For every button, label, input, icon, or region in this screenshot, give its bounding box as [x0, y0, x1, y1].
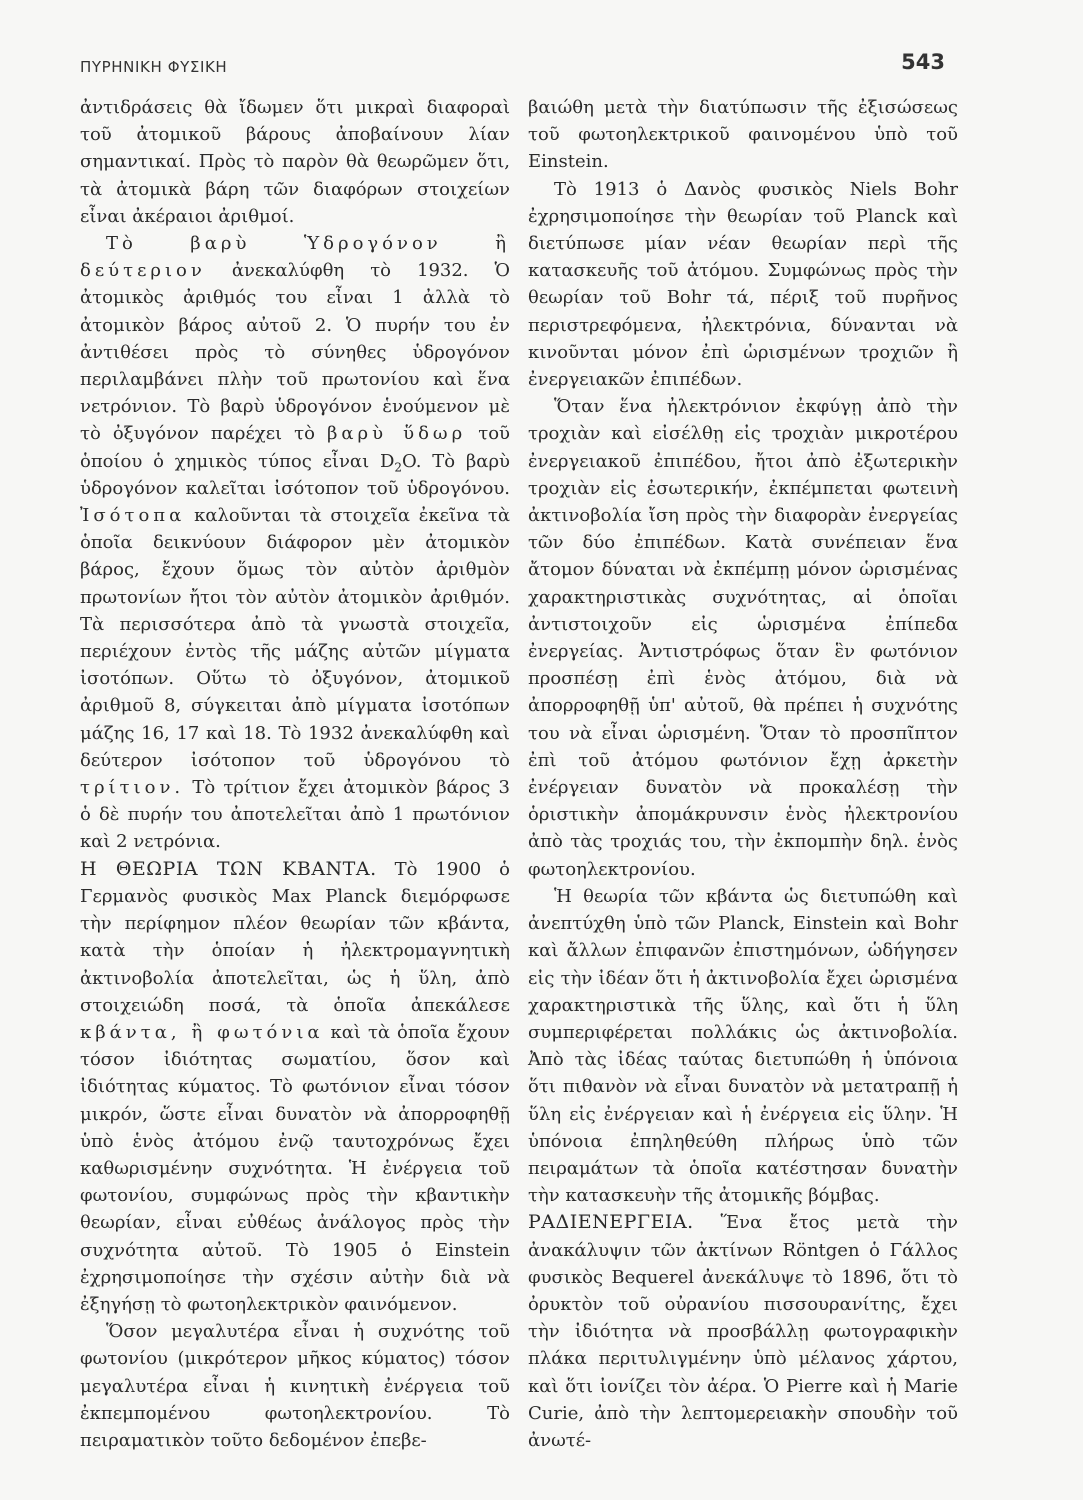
- running-title: ΠΥΡΗΝΙΚΗ ΦΥΣΙΚΗ: [80, 58, 228, 76]
- term-heavy-hydrogen: Τὸ βαρὺ Ὑδρογόνον ἢ δεύτεριον: [80, 233, 510, 282]
- paragraph-isotope-weights: ἀντιδράσεις θὰ ἴδωμεν ὅτι μικραὶ διαφοραὶ τοῦ ἀτομικοῦ βάρους ἀποβαίνουν λίαν σημαντικαί. Πρὸς τὸ παρὸν θὰ θεωρῶμεν ὅτι, τὰ ἀτομικὰ βάρη τῶν διαφόρων στοιχείων εἶναι ἀκέραιοι ἀριθμοί.: [80, 97, 510, 227]
- right-column: [528, 94, 958, 1454]
- paragraph-einstein-confirmation: βαιώθη μετὰ τὴν διατύπωσιν τῆς ἐξισώσεως τοῦ φωτοηλεκτρικοῦ φαινομένου ὑπὸ τοῦ Einstein.: [528, 97, 958, 173]
- section-quantum-theory: Η ΘΕΩΡΙΑ ΤΩΝ ΚΒΑΝΤΑ. Τὸ 1900 ὁ Γερμανὸς φυσικὸς Max Planck διεμόρφωσε τὴν περίφημον πλέον θεωρίαν τῶν κβάντα, κατὰ τὴν ὁποίαν ἡ ἠλεκτρομαγνητικὴ ἀκτινοβολία ἀποτελεῖται, ὡς ἡ ὕλη, ἀπὸ στοιχειώδη ποσά, τὰ ὁποῖα ἀπεκάλεσε κβάντα, ἢ φωτόνια καὶ τὰ ὁποῖα ἔχουν τόσον ἰδιότητας σωματίου, ὅσον καὶ ἰδιότητας κύματος. Τὸ φωτόνιον εἶναι τόσον μικρόν, ὥστε εἶναι δυνατὸν νὰ ἀπορροφηθῇ ὑπὸ ἑνὸς ἀτόμου ἐνῷ ταυτοχρόνως ἔχει καθωρισμένην συχνότητα. Ἡ ἐνέργεια τοῦ φωτονίου, συμφώνως πρὸς τὴν κβαντικὴν θεωρίαν, εἶναι εὐθέως ἀνάλογος πρὸς τὴν συχνότητα αὐτοῦ. Τὸ 1905 ὁ Einstein ἐχρησιμοποίησε τὴν σχέσιν αὐτὴν διὰ νὰ ἐξηγήσῃ τὸ φωτοηλεκτρικὸν φαινόμενον.: [80, 857, 510, 1315]
- term-tritium: τρίτιον.: [80, 777, 185, 799]
- paragraph-photon-frequency: Ὅσον μεγαλυτέρα εἶναι ἡ συχνότης τοῦ φωτονίου (μικρότερον μῆκος κύματος) τόσον μεγαλυτέρα εἶναι ἡ κινητικὴ ἐνέργεια τοῦ ἐκπεμπομένου φωτοηλεκτρονίου. Τὸ πειραματικὸν τοῦτο δεδομένον ἐπεβε-: [80, 1321, 510, 1451]
- paragraph-electron-transitions: Ὅταν ἕνα ἠλεκτρόνιον ἐκφύγῃ ἀπὸ τὴν τροχιὰν καὶ εἰσέλθῃ εἰς τροχιὰν μικροτέρου ἐνεργειακοῦ ἐπιπέδου, ἤτοι ἀπὸ ἐξωτερικὴν τροχιὰν εἰς ἐσωτερικήν, ἐκπέμπεται φωτεινὴ ἀκτινοβολία ἴση πρὸς τὴν διαφορὰν ἐνεργείας τῶν δύο ἐπιπέδων. Κατὰ συνέπειαν ἕνα ἄτομον δύναται νὰ ἐκπέμπῃ μόνον ὡρισμένας χαρακτηριστικὰς συχνότητας, αἱ ὁποῖαι ἀντιστοιχοῦν εἰς ὡρισμένα ἐπίπεδα ἐνεργείας. Ἀντιστρόφως ὅταν ἓν φωτόνιον προσπέσῃ ἐπὶ ἑνὸς ἀτόμου, διὰ νὰ ἀπορροφηθῇ ὑπ' αὐτοῦ, θὰ πρέπει ἡ συχνότης του νὰ εἶναι ὡρισμένη. Ὅταν τὸ προσπῖπτον ἐπὶ τοῦ ἀτόμου φωτόνιον ἔχῃ ἀρκετὴν ἐνέργειαν δυνατὸν νὰ προκαλέσῃ τὴν ὁριστικὴν ἀπομάκρυνσιν ἑνὸς ἠλεκτρονίου ἀπὸ τὰς τροχιάς του, τὴν ἐκπομπὴν δηλ. ἑνὸς φωτοηλεκτρονίου.: [528, 396, 958, 880]
- section-heading-quantum: Η ΘΕΩΡΙΑ ΤΩΝ ΚΒΑΝΤΑ.: [80, 857, 377, 880]
- term-quanta-photons: κβάντα, ἢ φωτόνια: [80, 1021, 324, 1043]
- term-heavy-water: βαρὺ ὕδωρ: [327, 423, 467, 445]
- page-number: 543: [901, 50, 945, 74]
- formula-d2o: $D_2O$.: [379, 450, 422, 475]
- term-isotopes: Ἰσότοπα: [80, 505, 186, 527]
- section-radioactivity: ΡΑΔΙΕΝΕΡΓΕΙΑ. Ἕνα ἔτος μετὰ τὴν ἀνακάλυψιν τῶν ἀκτίνων Röntgen ὁ Γάλλος φυσικὸς Bequerel ἀνεκάλυψε τὸ 1896, ὅτι τὸ ὀρυκτὸν τοῦ οὐρανίου πισσουρανίτης, ἔχει τὴν ἰδιότητα νὰ προσβάλλῃ φωτογραφικὴν πλάκα περιτυλιγμένην ὑπὸ μέλανος χάρτου, καὶ ὅτι ἰονίζει τὸν ἀέρα. Ὁ Pierre καὶ ἡ Marie Curie, ἀπὸ τὴν λεπτομερειακὴν σπουδὴν τοῦ ἀνωτέ-: [528, 1211, 958, 1451]
- left-column: [80, 94, 510, 1454]
- paragraph-bohr-theory: Τὸ 1913 ὁ Δανὸς φυσικὸς Niels Bohr ἐχρησιμοποίησε τὴν θεωρίαν τοῦ Planck καὶ διετύπωσε μίαν νέαν θεωρίαν περὶ τῆς κατασκευῆς τοῦ ἀτόμου. Συμφώνως πρὸς τὴν θεωρίαν τοῦ Bohr τά, πέριξ τοῦ πυρῆνος περιστρεφόμενα, ἠλεκτρόνια, δύνανται νὰ κινοῦνται μόνον ἐπὶ ὡρισμένων τροχιῶν ἢ ἐνεργειακῶν ἐπιπέδων.: [528, 178, 958, 391]
- paragraph-matter-energy: Ἡ θεωρία τῶν κβάντα ὡς διετυπώθη καὶ ἀνεπτύχθη ὑπὸ τῶν Planck, Einstein καὶ Bohr καὶ ἄλλων ἐπιφανῶν ἐπιστημόνων, ὡδήγησεν εἰς τὴν ἰδέαν ὅτι ἡ ἀκτινοβολία ἔχει ὡρισμένα χαρακτηριστικὰ τῆς ὕλης, καὶ ὅτι ἡ ὕλη συμπεριφέρεται πολλάκις ὡς ἀκτινοβολία. Ἀπὸ τὰς ἰδέας ταύτας διετυπώθη ἡ ὑπόνοια ὅτι πιθανὸν νὰ εἶναι δυνατὸν νὰ μετατραπῇ ἡ ὕλη εἰς ἐνέργειαν καὶ ἡ ἐνέργεια εἰς ὕλην. Ἡ ὑπόνοια ἐπηληθεύθη πλήρως ὑπὸ τῶν πειραμάτων τὰ ὁποῖα κατέστησαν δυνατὴν τὴν κατασκευὴν τῆς ἀτομικῆς βόμβας.: [528, 885, 958, 1207]
- paragraph-heavy-hydrogen: Τὸ βαρὺ Ὑδρογόνον ἢ δεύτεριον ἀνεκαλύφθη τὸ 1932. Ὁ ἀτομικὸς ἀριθμός του εἶναι 1 ἀλλὰ τὸ ἀτομικὸν βάρος αὐτοῦ 2. Ὁ πυρήν του ἐν ἀντιθέσει πρὸς τὸ σύνηθες ὑδρογόνον περιλαμβάνει πλὴν τοῦ πρωτονίου καὶ ἕνα νετρόνιον. Τὸ βαρὺ ὑδρογόνον ἑνούμενον μὲ τὸ ὀξυγόνον παρέχει τὸ βαρὺ ὕδωρ τοῦ ὁποίου ὁ χημικὸς τύπος εἶναι $D_2O$. Τὸ βαρὺ ὑδρογόνον καλεῖται ἰσότοπον τοῦ ὑδρογόνου. Ἰσότοπα καλοῦνται τὰ στοιχεῖα ἐκεῖνα τὰ ὁποῖα δεικνύουν διάφορον μὲν ἀτομικὸν βάρος, ἔχουν ὅμως τὸν αὐτὸν ἀριθμὸν πρωτονίων ἤτοι τὸν αὐτὸν ἀτομικὸν ἀριθμόν. Τὰ περισσότερα ἀπὸ τὰ γνωστὰ στοιχεῖα, περιέχουν ἐντὸς τῆς μάζης αὐτῶν μίγματα ἰσοτόπων. Οὕτω τὸ ὀξυγόνον, ἀτομικοῦ ἀριθμοῦ 8, σύγκειται ἀπὸ μίγματα ἰσοτόπων μάζης 16, 17 καὶ 18. Τὸ 1932 ἀνεκαλύφθη καὶ δεύτερον ἰσότοπον τοῦ ὑδρογόνου τὸ τρίτιον. Τὸ τρίτιον ἔχει ἀτομικὸν βάρος 3 ὁ δὲ πυρήν του ἀποτελεῖται ἀπὸ 1 πρωτόνιον καὶ 2 νετρόνια.: [80, 233, 510, 853]
- page-header: [80, 48, 945, 78]
- section-heading-radioactivity: ΡΑΔΙΕΝΕΡΓΕΙΑ.: [528, 1211, 694, 1234]
